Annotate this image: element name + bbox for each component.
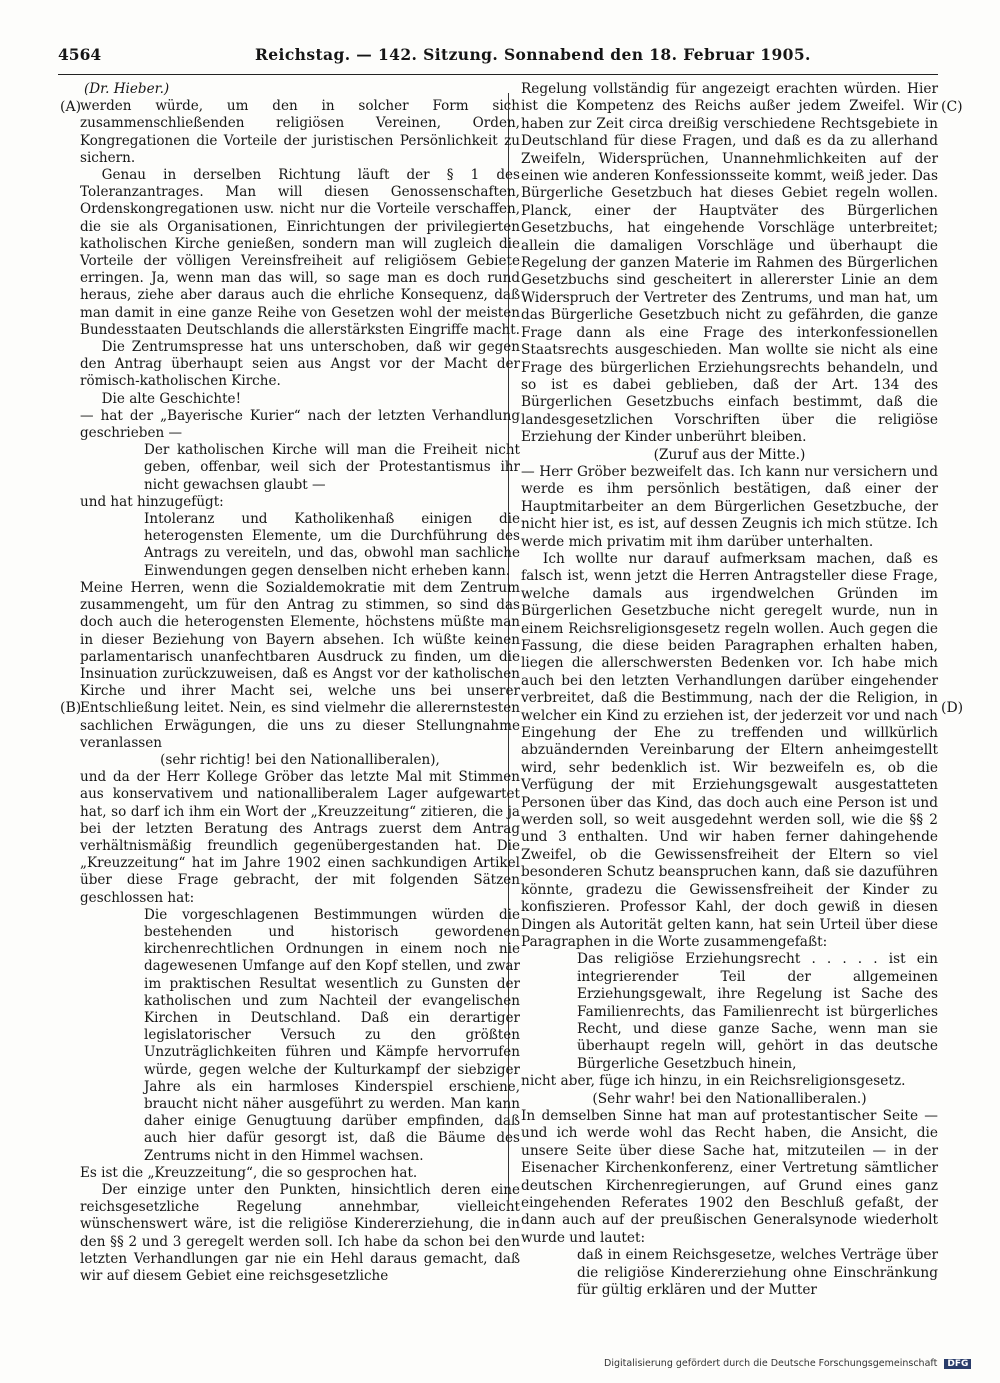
paragraph: und hat hinzugefügt: xyxy=(80,493,224,510)
paragraph: Regelung vollständig für angezeigt erachten würden. Hier ist die Kompetenz des Reichs außer jedem Zweifel. Wir haben zur Zeit circa dreißig verschiedene Rechtsgebiete in Deutschland für diese Fragen, und daß es da zu allerhand Zweifeln, Widersprüchen, Unannehmlichkeiten auf der einen wie anderen Konfessionsseite kommt, weiß jeder. Das Bürgerliche Gesetzbuch hat dieses Gebiet regeln wollen. Planck, einer der Hauptväter des Bürgerlichen Gesetzbuchs, hat eingehende Vorschläge unterbreitet; allein die damaligen Vorschläge und überhaupt die Regelung der ganzen Materie im Rahmen des Bürgerlichen Gesetzbuchs sind gescheitert in allererster Linie an dem Widerspruch der Vertreter des Zentrums, und man hat, um das Bürgerliche Gesetzbuch nicht zu gefährden, die ganze Frage dann als eine Frage des interkonfessionellen Staatsrechts ausgeschieden. Man wollte sie nicht als eine Frage des bürgerlichen Erziehungsrechts behandeln, und so ist es dabei geblieben, daß der Art. 134 des Bürgerlichen Gesetzbuchs einfach bestimmt, daß die landesgesetzlichen Vorschriften über die religiöse Erziehung der Kinder unberührt bleiben. xyxy=(521,81,938,446)
paragraph: werden würde, um den in solcher Form sich zusammenschließenden religiösen Vereinen, Orden, Kongregationen die Vorteile der juristischen Persönlichkeit zu sichern. xyxy=(80,98,520,166)
paragraph: Meine Herren, wenn die Sozialdemokratie mit dem Zentrum zusammengeht, um für den Antrag zu stimmen, so sind das doch auch die heterogensten Elemente, höchstens müßte man in dieser Beziehung von Bayern absehen. Ich wüßte keinen parlamentarisch unanfechtbaren Ausdruck zu finden, um die Insinuation zurückzuweisen, daß es Angst vor der katholischen Kirche und ihrer Macht sei, welche uns bei unserer Entschließung leitet. Nein, es sind vielmehr die allerernstesten sachlichen Erwägungen, die uns zu dieser Stellungnahme veranlassen xyxy=(80,579,520,751)
paragraph: Es ist die „Kreuzzeitung“, die so gesprochen hat. xyxy=(80,1164,418,1181)
quotation: Intoleranz und Katholikenhaß einigen die heterogensten Elemente, um die Durchführung des Antrags zu vereiteln, und das, obwohl man sachliche Einwendungen gegen denselben nicht erheben kann. xyxy=(144,511,520,579)
paragraph: Ich wollte nur darauf aufmerksam machen, daß es falsch ist, wenn jetzt die Herren Antragsteller diese Frage, welche damals aus irgendwelchen Gründen im Bürgerlichen Gesetzbuche nicht geregelt wurde, nun in einem Reichsreligionsgesetz regeln wollen. Auch gegen die Fassung, die diese beiden Paragraphen erhalten haben, liegen die allerschwersten Bedenken vor. Ich habe mich auch bei den letzten Verhandlungen darüber eingehender verbreitet, daß die Bestimmung, nach der die Religion, in welcher ein Kind zu erziehen ist, der jederzeit vor und nach Eingehung der Ehe zu treffenden und willkürlich abzuändernden Vereinbarung der Eltern anheimgestellt wird, sehr bedenklich ist. Wir bezweifeln es, ob die Verfügung der mit Erziehungsgewalt ausgestatteten Personen über das Kind, das doch auch eine Person ist und werden soll, so weit ausgedehnt werden soll, wie die §§ 2 und 3 enthalten. Und wir haben ferner dahingehende Zweifel, ob die Gewissensfreiheit der Eltern so viel besonderen Schutz beanspruchen kann, daß sie dazuführen könnte, gradezu die Gewissensfreiheit der Kinder zu konfiszieren. Professor Kahl, der doch gewiß in diesen Dingen als Autorität gelten kann, hat sein Urteil über diese Paragraphen in die Worte zusammengefaßt: xyxy=(521,550,938,950)
paragraph: — Herr Gröber bezweifelt das. Ich kann nur versichern und werde es ihm persönlich bestätigen, daß einer der Hauptmitarbeiter an dem Bürgerlichen Gesetzbuche, der nicht hier ist, es ist, auf dessen Zeugnis ich mich stütze. Ich werde mich privatim mit ihm darüber unterhalten. xyxy=(521,463,938,550)
interjection: (sehr richtig! bei den Nationalliberalen), xyxy=(160,751,440,768)
paragraph: In demselben Sinne hat man auf protestantischer Seite — und ich werde wohl das Recht haben, die Ansicht, die unsere Seite über diese Sache hat, mitzuteilen — in der Eisenacher Kirchenkonferenz, einer Vertretung sämtlicher deutschen Kirchenregierungen, auf Grund eines ganz eingehenden Referates 1902 den Beschluß gefaßt, der dann auch auf der preußischen Generalsynode wiederholt wurde und lautet: xyxy=(521,1107,938,1246)
margin-marker-c: (C) xyxy=(941,99,963,115)
page-number: 4564 xyxy=(58,45,102,64)
quotation: Die vorgeschlagenen Bestimmungen würden die bestehenden und historisch gewordenen kirchenrechtlichen Ordnungen in einem noch nie dagewesenen Umfange auf den Kopf stellen, und zwar im praktischen Resultat wesentlich zu Gunsten der katholischen und zum Nachteil der evangelischen Kirchen in Deutschland. Daß ein derartiger legislatorischer Versuch zu den größten Unzuträglichkeiten führen und Kämpfe hervorrufen würde, gegen welche der Kulturkampf der siebziger Jahre als ein harmloses Kinderspiel erschiene, braucht nicht näher ausgeführt zu werden. Man kann daher einige Genugtuung darüber empfinden, daß auch hier dafür gesorgt ist, daß die Bäume des Zentrums nicht in den Himmel wachsen. xyxy=(144,906,520,1164)
speaker-label: (Dr. Hieber.) xyxy=(84,81,170,97)
dfg-logo: DFG xyxy=(944,1359,971,1369)
margin-marker-b: (B) xyxy=(60,700,82,716)
footer-text: Digitalisierung gefördert durch die Deutsche Forschungsgemeinschaft xyxy=(604,1358,938,1369)
paragraph: — hat der „Bayerische Kurier“ nach der letzten Verhandlung geschrieben — xyxy=(80,407,520,442)
margin-marker-a: (A) xyxy=(60,99,82,115)
left-column xyxy=(80,81,520,1285)
paragraph: nicht aber, füge ich hinzu, in ein Reichsreligionsgesetz. xyxy=(521,1073,906,1090)
right-column xyxy=(521,81,938,1299)
running-title: Reichstag. — 142. Sitzung. Sonnabend den 18. Februar 1905. xyxy=(255,45,811,64)
header-rule xyxy=(58,74,938,75)
quotation: Der katholischen Kirche will man die Freiheit nicht geben, offenbar, weil sich der Protestantismus ihr nicht gewachsen glaubt — xyxy=(144,442,520,493)
page-header xyxy=(0,45,1000,69)
interjection: (Zuruf aus der Mitte.) xyxy=(653,446,806,463)
footer-credit xyxy=(604,1358,969,1369)
interjection: Die alte Geschichte! xyxy=(101,390,242,407)
paragraph: und da der Herr Kollege Gröber das letzte Mal mit Stimmen aus konservativem und nationalliberalem Lager aufgewartet hat, so darf ich ihm ein Wort der „Kreuzzeitung“ zitieren, die ja bei der letzten Beratung des Antrags zuerst dem Antrag verhältnismäßig freundlich gegenübergestanden hat. Die „Kreuzzeitung“ hat im Jahre 1902 einen sachkundigen Artikel über diese Frage gebracht, der mit folgenden Sätzen geschlossen hat: xyxy=(80,769,520,906)
interjection: (Sehr wahr! bei den Nationalliberalen.) xyxy=(592,1090,867,1107)
quotation: Das religiöse Erziehungsrecht . . . . . ist ein integrierender Teil der allgemeinen Erziehungsgewalt, ihre Regelung ist Sache des Familienrechts, das Familienrecht ist bürgerliches Recht, und diese ganze Sache, wenn man sie überhaupt regeln will, gehört in das deutsche Bürgerliche Gesetzbuch hinein, xyxy=(577,951,938,1072)
paragraph: Die Zentrumspresse hat uns unterschoben, daß wir gegen den Antrag überhaupt seien aus Angst vor der Macht der römisch-katholischen Kirche. xyxy=(80,339,520,390)
paragraph: Der einzige unter den Punkten, hinsichtlich deren eine reichsgesetzliche Regelung annehmbar, vielleicht wünschenswert wäre, ist die religiöse Kindererziehung, die in den §§ 2 und 3 geregelt werden soll. Ich habe da schon bei den letzten Verhandlungen gar nie ein Hehl daraus gemacht, daß wir auf diesem Gebiet eine reichsgesetzliche xyxy=(80,1182,520,1285)
paragraph: Genau in derselben Richtung läuft der § 1 des Toleranzantrages. Man will diesen Genossenschaften, Ordenskongregationen usw. nicht nur die Vorteile verschaffen, die sie als Organisationen, Einrichtungen der privilegierten katholischen Kirche genießen, sondern man will zugleich die Vorteile der völligen Vereinsfreiheit auf religiösem Gebiete erringen. Ja, wenn man das will, so sage man es doch rund heraus, ziehe aber daraus auch die ehrliche Konsequenz, daß man damit in eine ganze Reihe von Gesetzen wohl der meisten Bundesstaaten Deutschlands die allerstärksten Eingriffe macht. xyxy=(80,167,520,338)
margin-marker-d: (D) xyxy=(941,700,964,716)
quotation: daß in einem Reichsgesetze, welches Verträge über die religiöse Kindererziehung ohne Einschränkung für gültig erklären und der Mutter xyxy=(577,1247,938,1299)
